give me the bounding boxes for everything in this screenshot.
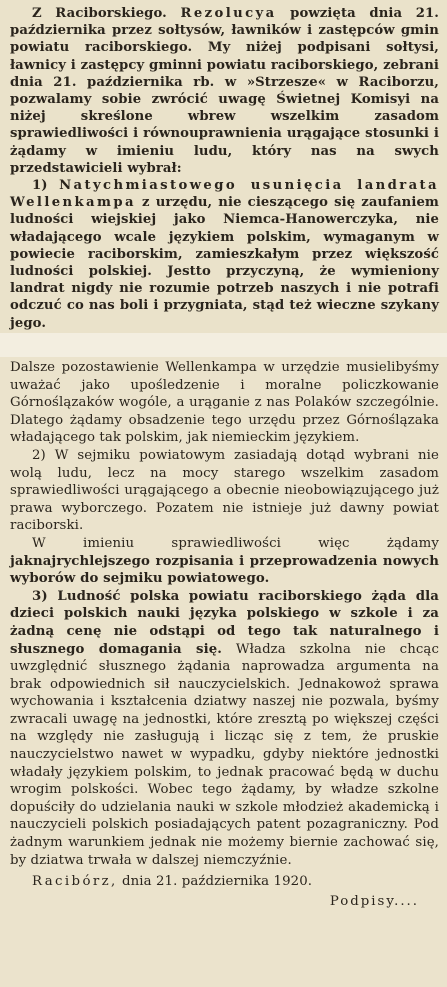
article-part-bottom xyxy=(0,357,447,987)
demand-3-text: Władza szkolna nie chcąc uwzględnić słusznego żądania naprowadza argumenta na brak odpowiednich sił nauczycielskich. Jednakowoż sprawa wychowania i kształcenia dziatwy naszej nie pozwala, byśmy zwracali uwagę na jednostki, które zresztą po większej części na względy nie zasługują i licząc się z tem, że pruskie nauczycielstwo nawet w wypadku, gdyby niektóre jednostki władały językiem polskim, to jednak pracować będą w duchu wrogim polskości. Wobec tego żądamy, by władze szkolne dopuściły do udzielania nauki w szkole młodzież akademicką i nauczycieli polskich posiadających patent pozagraniczny. Pod żadnym warunkiem jednak nie możemy biernie zachować się, by dziatwa trwała w dalszej niemczyźnie. xyxy=(10,641,439,868)
article-heading: Z Raciborskiego. xyxy=(32,6,167,21)
continuation-paragraph: Dalsze pozostawienie Wellenkampa w urzędzie musielibyśmy uważać jako upośledzenie i moralne policzkowanie Górnoślązaków wogóle, a urąganie z nas Polaków szczególnie. Dlatego żądamy obsadzenie tego urzędu przez Górnoślązaka władającego tak polskim, jak niemieckim językiem. xyxy=(10,360,439,446)
resolution-word: Rezolucya xyxy=(180,6,277,21)
election-text: W imieniu sprawiedliwości więc żądamy xyxy=(32,535,439,551)
clipping-gap xyxy=(0,333,447,357)
place-name: Racibórz, xyxy=(32,874,118,890)
election-bold: jaknajrychlejszego rozpisania i przeprowadzenia nowych wyborów do sejmiku powiatowego. xyxy=(10,553,439,587)
signatures: Podpisy.... xyxy=(329,893,419,909)
intro-paragraph xyxy=(10,5,439,177)
demand-3-bold: 3) Ludność polska powiatu raciborskiego żąda dla dzieci polskich nauki języka polskiego w szkole i za żadną cenę nie odstąpi od tego tak naturalnego i słusznego domagania się. xyxy=(10,588,439,657)
intro-text: powzięta dnia 21. października przez sołtysów, ławników i zastępców gmin powiatu raciborskiego. My niżej podpisani sołtysi, ławnicy i zastępcy gminni powiatu raciborskiego, zebrani dnia 21. października rb. w »Strzesze« w Raciborzu, pozwalamy sobie zwrócić uwagę Świetnej Komisyi na niżej skreślone wbrew wszelkim zasadom sprawiedliwości i równouprawnienia urągające stosunki i żądamy w imieniu ludu, który nas na swych przedstawicieli wybrał: xyxy=(10,6,439,176)
demand-2-paragraph: 2) W sejmiku powiatowym zasiadają dotąd wybrani nie wolą ludu, lecz na mocy starego wszelkim zasadom sprawiedliwości urągającego a obecnie nieobowiązującego już prawa wyborczego. Pozatem nie istnieje już dawny powiat raciborski. xyxy=(10,447,439,534)
demand-1-number: 1) xyxy=(32,178,48,194)
demand-1-text: z urzędu, nie cieszącego się zaufaniem ludności wiejskiej jako Niemca-Hanowerczyka, nie władającego wcale językiem polskim, wymaganym w powiecie raciborskim, zamieszkałym przez większość ludności polskiej. Jestto przyczyną, że wymieniony landrat nigdy nie rozumie potrzeb naszych i nie potrafi odczuć co nas boli i przygniata, stąd też wieczne szykany jego. xyxy=(10,195,439,331)
date-text: dnia 21. października 1920. xyxy=(121,874,313,890)
demand-1-paragraph xyxy=(10,177,439,332)
election-paragraph xyxy=(10,535,439,588)
article-part-top xyxy=(0,0,447,333)
place-date xyxy=(10,873,439,891)
demand-3-paragraph xyxy=(10,588,439,870)
demand-1-spaced: Natychmiastowego usunięcia landrata Wellenkampa xyxy=(10,178,439,211)
